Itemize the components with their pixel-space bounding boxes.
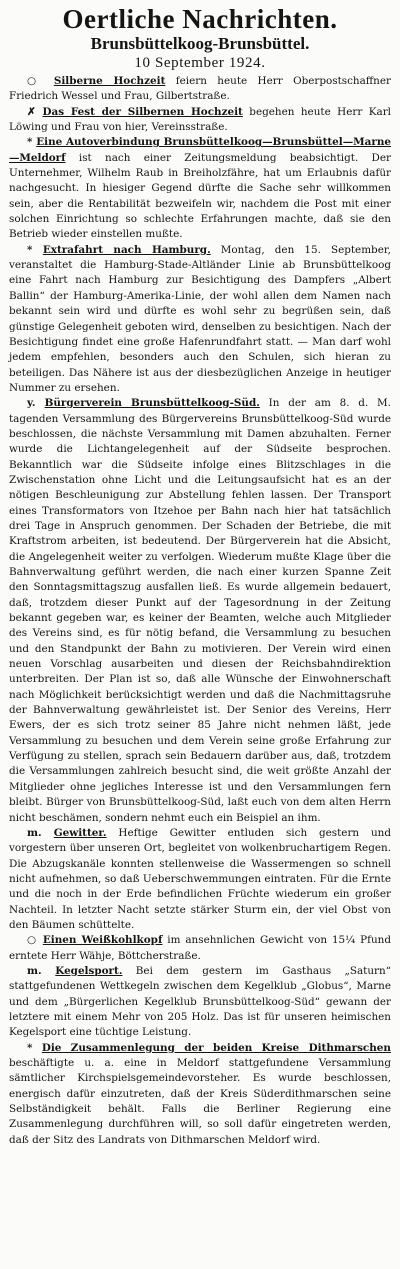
article-headline: Extrafahrt nach Hamburg. <box>42 243 211 256</box>
article-thunderstorm <box>9 826 391 933</box>
article-headline: Eine Autoverbindung Brunsbüttelkoog—Brunsbüttel—Marne—Meldorf <box>9 136 391 164</box>
article-body: Heftige Gewitter entluden sich gestern und vorgestern über unseren Ort, begleitet von wolkenbruchartigem Regen. Die Abzugskanäle konnten stellenweise die Wassermengen so schnell nicht aufnehmen, so daß Ueberschwemmungen eintraten. Für die Ernte und die noch in der Erde befindlichen Früchte wiederum ein großer Nachteil. In letzter Nacht setzte stärker Sturm ein, der viel Obst von den Bäumen schüttelte. <box>9 826 392 931</box>
article-body: im ansehnlichen Gewicht von 15¼ Pfund erntete Herr Wähje, Böttcherstraße. <box>9 934 391 962</box>
article-marker: y. <box>27 397 45 410</box>
article-auto-connection <box>9 135 391 242</box>
article-headline: Einen Weißkohlkopf <box>42 934 163 947</box>
article-body: Montag, den 15. September, veranstaltet die Hamburg-Stade-Altländer Linie ab Brunsbüttelkoog eine Fahrt nach Hamburg zur Besichtigung des Dampfers „Albert Ballin“ der Hamburg-Amerika-Linie, der wohl allen dem Namen nach bekannt sein wird und dürfte es wohl sehr zu begrüßen sein, daß günstige Gelegenheit geboten wird, denselben zu besichtigen. Nach der Besichtigung findet eine große Hafenrundfahrt statt. — Man darf wohl jedem empfehlen, besonders auch den Schulen, sich hieran zu beteiligen. Das Nähere ist aus der diesbezüglichen Anzeige in heutiger Nummer zu ersehen. <box>9 243 391 394</box>
page-title: Oertliche Nachrichten. <box>62 4 338 34</box>
article-body: In der am 8. d. M. tagenden Versammlung des Bürgervereins Brunsbüttelkoog-Süd wurde beschlossen, die nächste Versammlung mit Damen abzuhalten. Ferner wurde die Lichtangelegenheit auf der Südseite besprochen. Bekanntlich war die Südseite infolge eines Blitzschlages in die Zwischenstation ohne Licht und die Leitungsaufsicht hat es an der nötigen Beschleunigung zur Abstellung fehlen lassen. Der Transport eines Transformators von Itzehoe per Bahn nach hier hat tatsächlich drei Tage in Anspruch genommen. Der Schaden der Betriebe, die mit Kraftstrom arbeiten, ist bedeutend. Der Bürgerverein hat die Absicht, die Angelegenheit weiter zu verfolgen. Wiederum mußte Klage über die Bahnverwaltung geführt werden, die nach einer kurzen Spanne Zeit den Sonntagsmittagszug ausfallen ließ. Es wurde allgemein bedauert, daß, trotzdem dieser Punkt auf der Tagesordnung in der Zeitung bekannt gegeben war, es keiner der Beamten, welche auch Mitglieder des Vereins sind, es für nötig befand, die Versammlung zu besuchen und den Standpunkt der Bahn zu motivieren. Der Verein wird einen neuen Vorschlag ausarbeiten und diesen der Reichsbahndirektion unterbreiten. Der Plan ist so, daß alle Wünsche der Einwohnerschaft nach Möglichkeit berücksichtigt werden und daß die Nachmittagsruhe der Bahnverwaltung gewährleistet ist. Der Senior des Vereins, Herr Ewers, der es sich trotz seiner 85 Jahre nicht nehmen läßt, jede Versammlung zu besuchen und dem Verein seine große Erfahrung zur Verfügung zu stellen, sprach sein Bedauern darüber aus, daß, trotzdem die Versammlungen zahlreich besucht sind, die weit größte Anzahl der Mitglieder ohne jegliches Interesse ist und den Versammlungen fern bleibt. Bürger von Brunsbüttelkoog-Süd, laßt euch von dem alten Herrn nicht beschämen, sondern nehmt euch ein Beispiel an ihm. <box>9 397 391 824</box>
article-marker: m. <box>27 826 54 839</box>
article-headline: Bürgerverein Brunsbüttelkoog-Süd. <box>44 397 260 410</box>
article-headline: Gewitter. <box>53 826 107 839</box>
article-hamburg-trip <box>9 243 391 396</box>
article-citizens-association <box>9 396 391 826</box>
page-subtitle: Brunsbüttelkoog-Brunsbüttel. <box>90 34 310 53</box>
article-headline: Die Zusammenlegung der beiden Kreise Dithmarschen <box>41 1041 391 1054</box>
issue-date: 10 September 1924. <box>134 55 266 71</box>
article-body: beschäftigte u. a. eine in Meldorf stattgefundene Versammlung sämtlicher Kirchspielsgemeindevorsteher. Es wurde beschlossen, energisch dafür einzutreten, daß der Kreis Süderdithmarschen seine Selbständigkeit behält. Falls die Berliner Regierung eine Zusammenlegung durchführen will, so soll dafür eingetreten werden, daß der Sitz des Landrats von Dithmarschen Meldorf wird. <box>9 1057 391 1146</box>
article-marker: ○ <box>27 934 43 947</box>
article-bowling <box>9 964 391 1041</box>
article-body: feiern heute Herr Oberpostschaffner Friedrich Wessel und Frau, Gilbertstraße. <box>9 75 391 103</box>
article-body: begehen heute Herr Karl Löwing und Frau von hier, Vereinsstraße. <box>9 105 391 134</box>
article-marker: * <box>27 136 37 149</box>
article-marker: ✗ <box>27 105 43 118</box>
article-marker: * <box>27 1041 42 1054</box>
article-district-merger <box>9 1041 391 1148</box>
article-marker: m. <box>27 964 56 977</box>
article-body: ist nach einer Zeitungsmeldung beabsichtigt. Der Unternehmer, Wilhelm Raub in Breiholzfähre, hat um Erlaubnis dafür nachgesucht. In hiesiger Gegend dürfte die Sache sehr willkommen sein, aber die Rentabilität bezweifeln wir, nachdem die Post mit einer solchen Einrichtung so schlechte Erfahrungen machte, daß sie den Betrieb wieder einstellen mußte. <box>9 151 391 241</box>
article-silver-wedding-loewing <box>9 105 391 136</box>
article-body: Bei dem gestern im Gasthaus „Saturn“ stattgefundenen Wettkegeln zwischen dem Kegelklub „Globus“, Marne und dem „Bürgerlichen Kegelklub Brunsbüttelkoog-Süd“ gewann der letztere mit einem Mehr von 205 Holz. Das ist für unseren heimischen Kegelsport eine tüchtige Leistung. <box>9 964 391 1039</box>
article-marker: * <box>27 243 43 256</box>
article-cabbage <box>9 933 391 964</box>
article-headline: Kegelsport. <box>55 964 123 977</box>
article-marker: ○ <box>27 75 54 87</box>
article-headline: Silberne Hochzeit <box>53 75 166 87</box>
article-silver-wedding-wessel <box>9 74 391 105</box>
article-headline: Das Fest der Silbernen Hochzeit <box>42 105 243 118</box>
